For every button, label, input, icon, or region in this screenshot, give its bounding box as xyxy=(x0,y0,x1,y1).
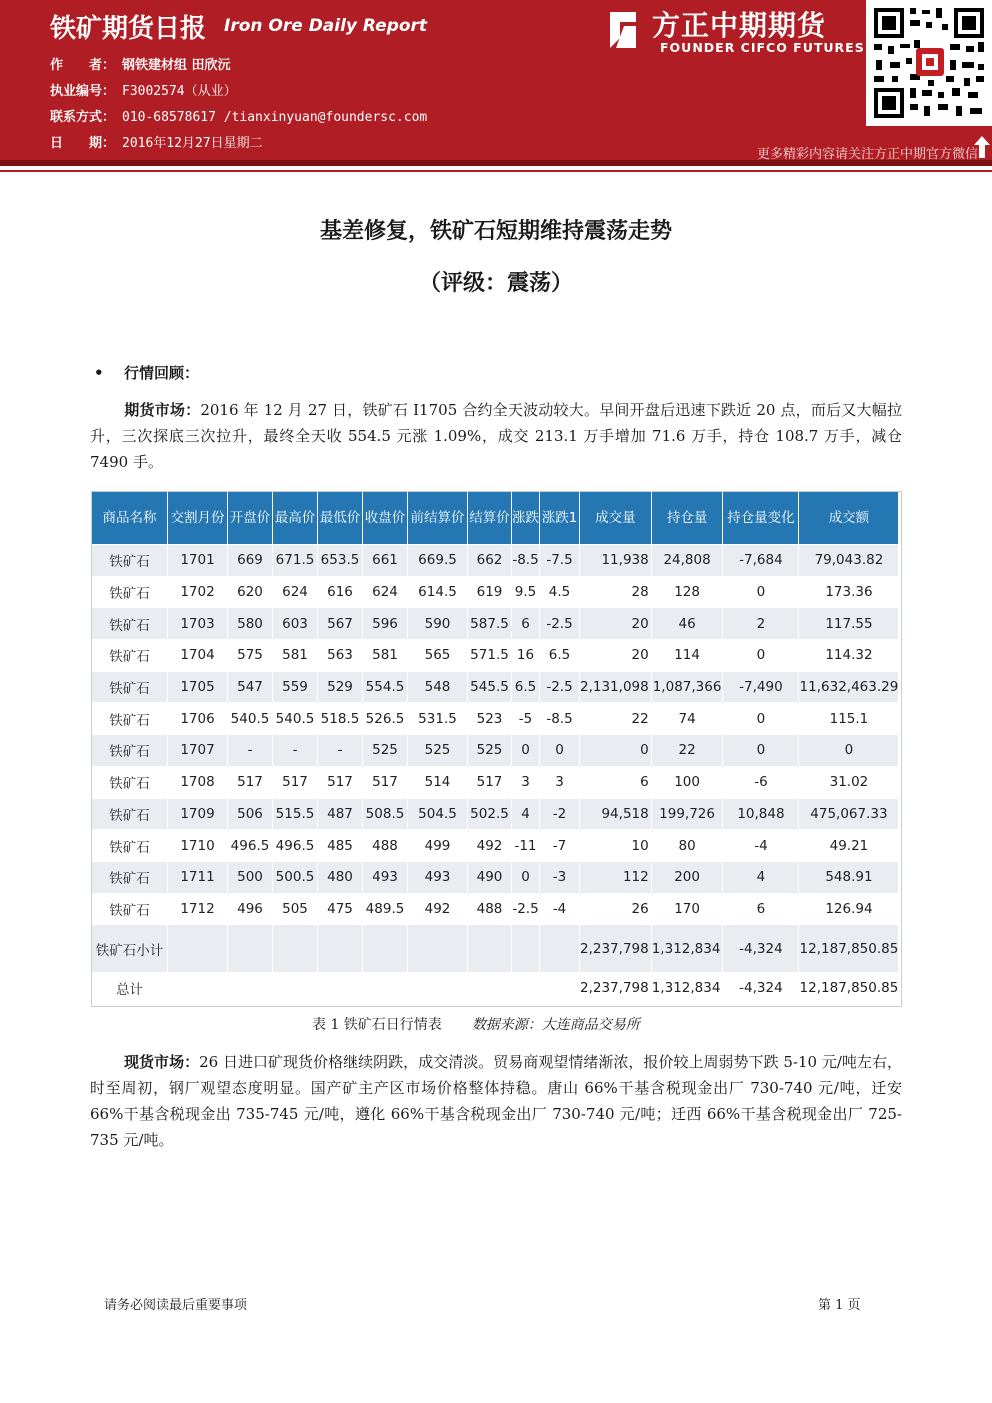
contact-line xyxy=(50,106,427,125)
column-header: 涨跌1 xyxy=(540,492,580,545)
table-cell: 1709 xyxy=(168,798,228,830)
table-cell xyxy=(318,925,363,973)
table-cell: 1702 xyxy=(168,576,228,608)
table-cell: 489.5 xyxy=(363,893,408,925)
report-title: 铁矿期货日报 xyxy=(50,14,207,44)
table-cell: 587.5 xyxy=(468,608,512,640)
table-cell: 0 xyxy=(723,735,799,767)
table-cell: 94,518 xyxy=(580,798,652,830)
table-cell: 581 xyxy=(273,640,318,672)
table-cell: 0 xyxy=(723,703,799,735)
table-row xyxy=(92,608,899,640)
footer-disclaimer: 请务必阅读最后重要事项 xyxy=(104,1298,248,1313)
table-cell: 529 xyxy=(318,671,363,703)
brand-name-en: FOUNDER CIFCO FUTURES xyxy=(660,40,865,55)
table-cell: 2,237,798 xyxy=(580,973,652,1003)
column-header: 收盘价 xyxy=(363,492,408,545)
table-cell xyxy=(228,925,273,973)
table-cell: 199,726 xyxy=(651,798,723,830)
column-header: 前结算价 xyxy=(408,492,468,545)
table-cell: 506 xyxy=(228,798,273,830)
contact-label: 联系方式： xyxy=(50,110,116,125)
table-cell: 0 xyxy=(580,735,652,767)
table-cell xyxy=(468,973,512,1003)
page-number: 第 1 页 xyxy=(818,1298,861,1313)
table-cell: 铁矿石 xyxy=(92,830,168,862)
table-cell: 铁矿石 xyxy=(92,861,168,893)
table-cell: 2 xyxy=(723,608,799,640)
license-line xyxy=(50,80,237,99)
table-cell: 500 xyxy=(228,861,273,893)
column-header: 成交额 xyxy=(799,492,899,545)
table-cell: -4,324 xyxy=(723,973,799,1003)
table-cell xyxy=(273,925,318,973)
table-cell: 526.5 xyxy=(363,703,408,735)
table-cell: 540.5 xyxy=(228,703,273,735)
spot-paragraph xyxy=(90,1049,902,1153)
table-cell: 0 xyxy=(540,735,580,767)
section-title: 行情回顾： xyxy=(124,364,200,382)
table-cell xyxy=(318,973,363,1003)
table-cell: 518.5 xyxy=(318,703,363,735)
table-cell xyxy=(512,973,540,1003)
table-cell: 铁矿石 xyxy=(92,640,168,672)
contact-value: 010-68578617 /tianxinyuan@foundersc.com xyxy=(122,110,428,125)
table-cell: 567 xyxy=(318,608,363,640)
table-row xyxy=(92,861,899,893)
author-line xyxy=(50,54,231,73)
report-title-en: Iron Ore Daily Report xyxy=(224,16,428,36)
table-cell: 总计 xyxy=(92,973,168,1003)
table-cell: -2.5 xyxy=(512,893,540,925)
table-cell xyxy=(228,973,273,1003)
table-cell: 475 xyxy=(318,893,363,925)
table-cell: 200 xyxy=(651,861,723,893)
table-cell: 22 xyxy=(580,703,652,735)
table-cell: 662 xyxy=(468,545,512,577)
table-cell xyxy=(468,925,512,973)
market-table xyxy=(91,491,899,1003)
table-cell: 547 xyxy=(228,671,273,703)
table-cell: 548 xyxy=(408,671,468,703)
date-line xyxy=(50,132,263,151)
table-cell: 475,067.33 xyxy=(799,798,899,830)
author-label: 作 者： xyxy=(50,58,116,73)
table-cell xyxy=(408,973,468,1003)
spot-text: 26 日进口矿现货价格继续阴跌，成交清淡。贸易商观望情绪渐浓，报价较上周弱势下跌 5-10 元/吨左右，时至周初，钢厂观望态度明显。国产矿主产区市场价格整体持稳。唐山 66%干基含税现金出厂 730-740 元/吨，迁安 66%干基含税现金出 735-745 元/吨，遵化 66%干基含税现金出厂 730-740 元/吨；迁西 66%干基含税现金出厂 725-735 元/吨。 xyxy=(90,1053,902,1149)
table-cell: 1707 xyxy=(168,735,228,767)
table-cell: 496.5 xyxy=(273,830,318,862)
table-cell: 496 xyxy=(228,893,273,925)
table-cell: 575 xyxy=(228,640,273,672)
table-cell: 0 xyxy=(799,735,899,767)
date-value: 2016年12月27日星期二 xyxy=(122,136,263,151)
table-cell: 517 xyxy=(273,766,318,798)
table-cell: 485 xyxy=(318,830,363,862)
table-cell: 铁矿石小计 xyxy=(92,925,168,973)
table-cell: 22 xyxy=(651,735,723,767)
subtotal-row xyxy=(92,925,899,973)
table-cell: 4 xyxy=(723,861,799,893)
table-cell: 11,632,463.29 xyxy=(799,671,899,703)
table-cell: 614.5 xyxy=(408,576,468,608)
table-cell: 6.5 xyxy=(512,671,540,703)
table-cell: - xyxy=(318,735,363,767)
table-cell: 2,131,098 xyxy=(580,671,652,703)
table-cell xyxy=(363,925,408,973)
section-heading xyxy=(94,362,199,383)
table-cell: 488 xyxy=(468,893,512,925)
table-cell: 487 xyxy=(318,798,363,830)
table-cell xyxy=(540,925,580,973)
table-cell: 4.5 xyxy=(540,576,580,608)
table-cell: 499 xyxy=(408,830,468,862)
table-cell: 540.5 xyxy=(273,703,318,735)
table-cell: 2,237,798 xyxy=(580,925,652,973)
data-source: 数据来源：大连商品交易所 xyxy=(471,1017,640,1033)
table-cell: 128 xyxy=(651,576,723,608)
follow-text: 更多精彩内容请关注方正中期官方微信 xyxy=(756,147,978,162)
table-cell: -11 xyxy=(512,830,540,862)
table-cell: - xyxy=(228,735,273,767)
table-cell: 74 xyxy=(651,703,723,735)
table-cell xyxy=(273,973,318,1003)
bullet-icon: • xyxy=(94,364,104,382)
table-cell: 496.5 xyxy=(228,830,273,862)
table-cell: 0 xyxy=(723,576,799,608)
table-cell: 6.5 xyxy=(540,640,580,672)
table-cell: 514 xyxy=(408,766,468,798)
table-cell: 1710 xyxy=(168,830,228,862)
table-cell: 565 xyxy=(408,640,468,672)
table-cell: -3 xyxy=(540,861,580,893)
table-row xyxy=(92,671,899,703)
table-cell: 4 xyxy=(512,798,540,830)
rating: （评级：震荡） xyxy=(418,271,573,296)
table-cell: 492 xyxy=(408,893,468,925)
table-cell: 铁矿石 xyxy=(92,766,168,798)
table-cell: 170 xyxy=(651,893,723,925)
table-cell: -7 xyxy=(540,830,580,862)
column-header: 商品名称 xyxy=(92,492,168,545)
table-cell xyxy=(168,925,228,973)
table-row xyxy=(92,576,899,608)
table-cell: 1711 xyxy=(168,861,228,893)
table-cell: 1703 xyxy=(168,608,228,640)
table-cell: -2.5 xyxy=(540,608,580,640)
table-cell: 3 xyxy=(540,766,580,798)
table-cell: 1712 xyxy=(168,893,228,925)
table-cell: -2 xyxy=(540,798,580,830)
table-cell: -7,490 xyxy=(723,671,799,703)
table-cell: 117.55 xyxy=(799,608,899,640)
table-cell: 525 xyxy=(408,735,468,767)
column-header: 开盘价 xyxy=(228,492,273,545)
table-cell: 铁矿石 xyxy=(92,576,168,608)
table-cell: 126.94 xyxy=(799,893,899,925)
table-cell: -4 xyxy=(540,893,580,925)
table-cell: 6 xyxy=(512,608,540,640)
table-cell: 504.5 xyxy=(408,798,468,830)
table-cell: 581 xyxy=(363,640,408,672)
table-cell: 669.5 xyxy=(408,545,468,577)
table-cell: 554.5 xyxy=(363,671,408,703)
table-cell: 1,312,834 xyxy=(651,973,723,1003)
table-cell: 624 xyxy=(273,576,318,608)
table-cell: 31.02 xyxy=(799,766,899,798)
table-cell: 480 xyxy=(318,861,363,893)
table-caption xyxy=(312,1014,640,1034)
table-cell: 3 xyxy=(512,766,540,798)
table-cell: 596 xyxy=(363,608,408,640)
table-cell: 563 xyxy=(318,640,363,672)
table-cell: 653.5 xyxy=(318,545,363,577)
table-cell: 79,043.82 xyxy=(799,545,899,577)
spot-lead: 现货市场： xyxy=(124,1053,200,1071)
table-cell: 571.5 xyxy=(468,640,512,672)
table-cell: -6 xyxy=(723,766,799,798)
table-row xyxy=(92,703,899,735)
table-cell: 114.32 xyxy=(799,640,899,672)
column-header: 持仓量变化 xyxy=(723,492,799,545)
table-cell xyxy=(540,973,580,1003)
table-cell: 603 xyxy=(273,608,318,640)
table-cell: 0 xyxy=(723,640,799,672)
table-cell: 6 xyxy=(580,766,652,798)
table-cell: 590 xyxy=(408,608,468,640)
table-cell: 502.5 xyxy=(468,798,512,830)
table-cell: 531.5 xyxy=(408,703,468,735)
table-cell: 517 xyxy=(318,766,363,798)
table-cell: 1706 xyxy=(168,703,228,735)
author-value: 钢铁建材组 田欣沅 xyxy=(122,58,231,73)
table-cell: 620 xyxy=(228,576,273,608)
table-cell: 515.5 xyxy=(273,798,318,830)
table-cell: 173.36 xyxy=(799,576,899,608)
table-cell: -8.5 xyxy=(540,703,580,735)
column-header: 最低价 xyxy=(318,492,363,545)
futures-paragraph xyxy=(90,397,902,475)
column-header: 交割月份 xyxy=(168,492,228,545)
table-cell: 6 xyxy=(723,893,799,925)
table-cell: 619 xyxy=(468,576,512,608)
table-cell: 12,187,850.85 xyxy=(799,925,899,973)
table-cell xyxy=(512,925,540,973)
table-cell: 1708 xyxy=(168,766,228,798)
table-cell: 1701 xyxy=(168,545,228,577)
table-cell: 517 xyxy=(468,766,512,798)
table-cell: 517 xyxy=(228,766,273,798)
table-cell: 49.21 xyxy=(799,830,899,862)
table-cell: 517 xyxy=(363,766,408,798)
table-cell: 10,848 xyxy=(723,798,799,830)
column-header: 最高价 xyxy=(273,492,318,545)
table-cell: 661 xyxy=(363,545,408,577)
table-cell: 80 xyxy=(651,830,723,862)
table-row xyxy=(92,893,899,925)
column-header: 持仓量 xyxy=(651,492,723,545)
table-cell: 525 xyxy=(363,735,408,767)
futures-text: 2016 年 12 月 27 日，铁矿石 I1705 合约全天波动较大。早间开盘后迅速下跌近 20 点，而后又大幅拉升，三次探底三次拉升，最终全天收 554.5 元涨 1.09%，成交 213.1 万手增加 71.6 万手，持仓 108.7 万手，减仓 7490 手。 xyxy=(90,401,902,471)
table-cell: -2.5 xyxy=(540,671,580,703)
qr-code-icon xyxy=(866,0,992,126)
table-cell: 铁矿石 xyxy=(92,893,168,925)
table-cell: 20 xyxy=(580,640,652,672)
table-cell: 20 xyxy=(580,608,652,640)
table-cell: 505 xyxy=(273,893,318,925)
table-cell: 铁矿石 xyxy=(92,608,168,640)
table-row xyxy=(92,545,899,577)
table-row xyxy=(92,798,899,830)
table-cell: 493 xyxy=(408,861,468,893)
table-cell: 铁矿石 xyxy=(92,735,168,767)
table-cell: 10 xyxy=(580,830,652,862)
futures-lead: 期货市场： xyxy=(124,401,201,419)
table-cell: 492 xyxy=(468,830,512,862)
table-cell xyxy=(363,973,408,1003)
table-cell: 523 xyxy=(468,703,512,735)
table-cell: 12,187,850.85 xyxy=(799,973,899,1003)
column-header: 涨跌 xyxy=(512,492,540,545)
brand-name-cn: 方正中期期货 xyxy=(652,9,827,42)
table-cell: 1,087,366 xyxy=(651,671,723,703)
table-header-row xyxy=(92,492,899,545)
table-cell: 100 xyxy=(651,766,723,798)
table-cell: -8.5 xyxy=(512,545,540,577)
table-cell: 26 xyxy=(580,893,652,925)
table-cell: 525 xyxy=(468,735,512,767)
table-cell: - xyxy=(273,735,318,767)
table-cell: 669 xyxy=(228,545,273,577)
main-title: 基差修复，铁矿石短期维持震荡走势 xyxy=(319,219,672,244)
table-cell: 0 xyxy=(512,861,540,893)
license-label: 执业编号： xyxy=(50,84,116,99)
table-cell: 115.1 xyxy=(799,703,899,735)
table-cell: -4,324 xyxy=(723,925,799,973)
column-header: 成交量 xyxy=(580,492,652,545)
table-cell: 16 xyxy=(512,640,540,672)
table-cell: 46 xyxy=(651,608,723,640)
table-row xyxy=(92,640,899,672)
table-cell: 9.5 xyxy=(512,576,540,608)
license-value: F3002574（从业） xyxy=(122,84,237,99)
table-cell: -5 xyxy=(512,703,540,735)
table-cell: 548.91 xyxy=(799,861,899,893)
table-cell: 580 xyxy=(228,608,273,640)
table-row xyxy=(92,830,899,862)
table-cell: 铁矿石 xyxy=(92,798,168,830)
table-row xyxy=(92,766,899,798)
table-cell: -7.5 xyxy=(540,545,580,577)
table-cell: -7,684 xyxy=(723,545,799,577)
founder-logo-icon xyxy=(604,8,640,52)
total-row xyxy=(92,973,899,1003)
table-cell xyxy=(408,925,468,973)
table-cell: 490 xyxy=(468,861,512,893)
table-cell: 0 xyxy=(512,735,540,767)
table-row xyxy=(92,735,899,767)
table-cell: 24,808 xyxy=(651,545,723,577)
table-cell: 559 xyxy=(273,671,318,703)
table-cell: 508.5 xyxy=(363,798,408,830)
table-cell: -4 xyxy=(723,830,799,862)
column-header: 结算价 xyxy=(468,492,512,545)
table-cell: 11,938 xyxy=(580,545,652,577)
date-label: 日 期： xyxy=(50,136,116,151)
table-cell: 铁矿石 xyxy=(92,703,168,735)
table-cell: 28 xyxy=(580,576,652,608)
table-cell: 铁矿石 xyxy=(92,545,168,577)
table-cell: 616 xyxy=(318,576,363,608)
header-divider-thin xyxy=(0,170,992,172)
caption-text: 表 1 铁矿石日行情表 xyxy=(312,1017,442,1033)
table-cell: 500.5 xyxy=(273,861,318,893)
table-cell: 493 xyxy=(363,861,408,893)
table-cell: 铁矿石 xyxy=(92,671,168,703)
table-cell: 671.5 xyxy=(273,545,318,577)
table-cell: 1,312,834 xyxy=(651,925,723,973)
table-cell xyxy=(168,973,228,1003)
table-cell: 1704 xyxy=(168,640,228,672)
arrow-up-icon xyxy=(974,136,990,158)
table-cell: 112 xyxy=(580,861,652,893)
table-cell: 624 xyxy=(363,576,408,608)
table-cell: 545.5 xyxy=(468,671,512,703)
table-cell: 488 xyxy=(363,830,408,862)
table-cell: 114 xyxy=(651,640,723,672)
table-cell: 1705 xyxy=(168,671,228,703)
